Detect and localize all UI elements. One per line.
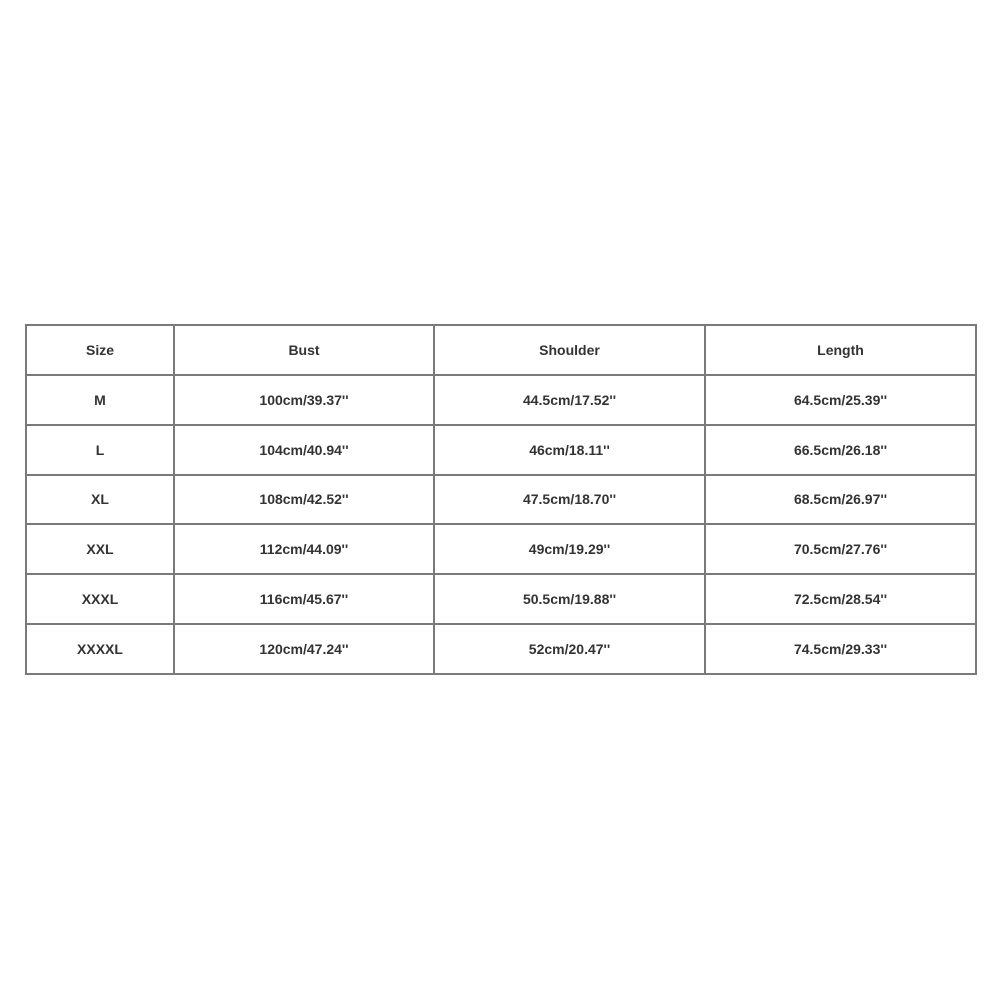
bust-cell: 116cm/45.67'' — [174, 574, 434, 624]
table-row — [26, 425, 976, 475]
header-length: Length — [705, 325, 976, 375]
bust-cell: 112cm/44.09'' — [174, 524, 434, 574]
shoulder-cell: 46cm/18.11'' — [434, 425, 705, 475]
bust-cell: 108cm/42.52'' — [174, 475, 434, 525]
size-cell: XXXL — [26, 574, 174, 624]
length-cell: 74.5cm/29.33'' — [705, 624, 976, 674]
header-row — [26, 325, 976, 375]
table-row — [26, 574, 976, 624]
length-cell: 66.5cm/26.18'' — [705, 425, 976, 475]
size-cell: XL — [26, 475, 174, 525]
size-cell: XXXXL — [26, 624, 174, 674]
length-cell: 64.5cm/25.39'' — [705, 375, 976, 425]
size-cell: XXL — [26, 524, 174, 574]
bust-cell: 100cm/39.37'' — [174, 375, 434, 425]
table-row — [26, 524, 976, 574]
header-bust: Bust — [174, 325, 434, 375]
shoulder-cell: 47.5cm/18.70'' — [434, 475, 705, 525]
header-shoulder: Shoulder — [434, 325, 705, 375]
bust-cell: 104cm/40.94'' — [174, 425, 434, 475]
length-cell: 70.5cm/27.76'' — [705, 524, 976, 574]
bust-cell: 120cm/47.24'' — [174, 624, 434, 674]
size-cell: L — [26, 425, 174, 475]
size-chart-table — [25, 324, 977, 675]
length-cell: 68.5cm/26.97'' — [705, 475, 976, 525]
shoulder-cell: 50.5cm/19.88'' — [434, 574, 705, 624]
table-row — [26, 375, 976, 425]
shoulder-cell: 52cm/20.47'' — [434, 624, 705, 674]
shoulder-cell: 44.5cm/17.52'' — [434, 375, 705, 425]
table-row — [26, 475, 976, 525]
length-cell: 72.5cm/28.54'' — [705, 574, 976, 624]
header-size: Size — [26, 325, 174, 375]
size-cell: M — [26, 375, 174, 425]
shoulder-cell: 49cm/19.29'' — [434, 524, 705, 574]
table-row — [26, 624, 976, 674]
